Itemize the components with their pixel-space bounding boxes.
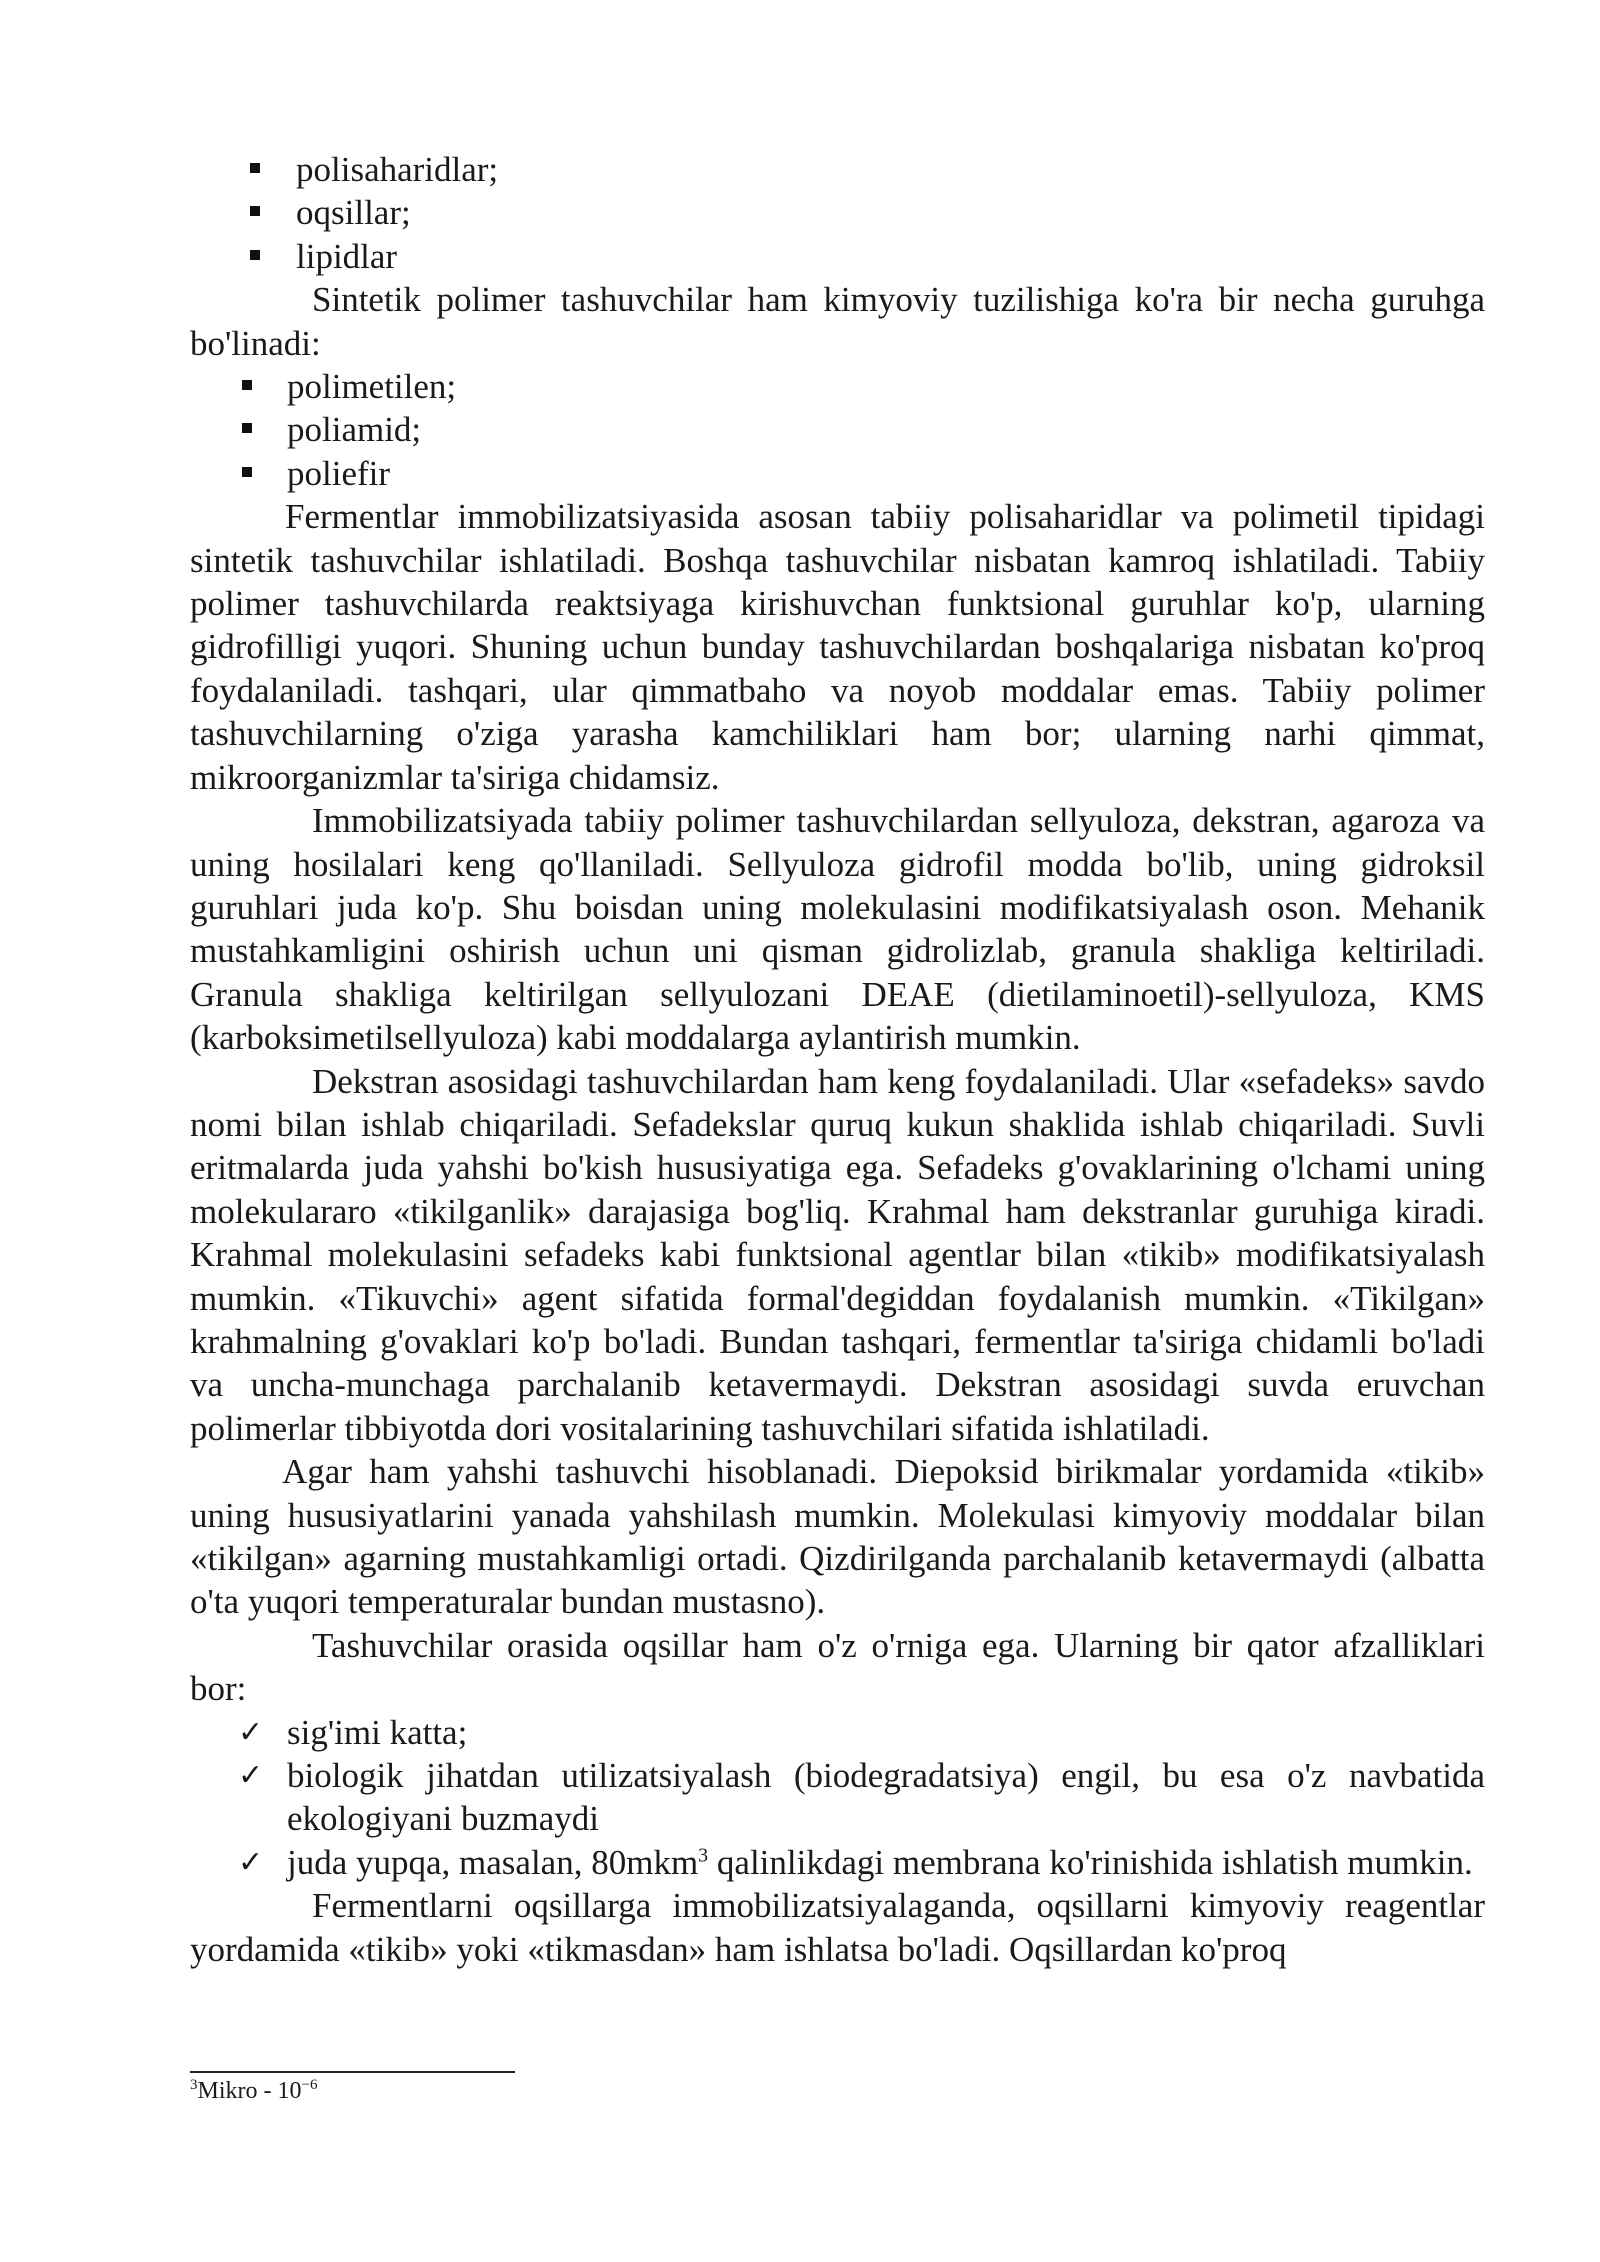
paragraph: Dekstran asosidagi tashuvchilardan ham keng foydalaniladi. Ular «sefadeks» savdo nomi bilan ishlab chiqariladi. Sefadekslar quruq kukun shaklida ishlab chiqariladi. Suvli eritmalarda juda yahshi bo'kish hususiyatiga ega. Sefadeks g'ovaklarining o'lchami uning molekulararo «tikilganlik» darajasiga bog'liq. Krahmal ham dekstranlar guruhiga kiradi. Krahmal molekulasini sefadeks kabi funktsional agentlar bilan «tikib» modifikatsiyalash mumkin. «Tikuvchi» agent sifatida formal'degiddan foydalanish mumkin. «Tikilgan» krahmalning g'ovaklari ko'p bo'ladi. Bundan tashqari, fermentlar ta'siriga chidamli bo'ladi va uncha-munchaga parchalanib ketavermaydi. Dekstran asosidagi suvda eruvchan polimerlar tibbiyotda dori vositalarining tashuvchilari sifatida ishlatiladi. [190,1061,1485,1448]
square-bullet-icon [250,163,260,173]
square-bullet-icon [242,467,252,477]
paragraph: Tashuvchilar orasida oqsillar ham o'z o'rniga ega. Ularning bir qator afzalliklari bor: [190,1625,1485,1709]
paragraph: Fermentlarni oqsillarga immobilizatsiyalaganda, oqsillarni kimyoviy reagentlar yordamida «tikib» yoki «tikmasdan» ham ishlatsa bo'ladi. Oqsillardan ko'proq [190,1886,1485,1969]
paragraph: Immobilizatsiyada tabiiy polimer tashuvchilardan sellyuloza, dekstran, agaroza va uning hosilalari keng qo'llaniladi. Sellyuloza gidrofil modda bo'lib, uning gidroksil guruhlari juda ko'p. Shu boisdan uning molekulasini modifikatsiyalash oson. Mehanik mustahkamligini oshirish uchun uni qisman gidrolizlab, granula shakliga keltiriladi. Granula shakliga keltirilgan sellyulozani DEAE (dietilaminoetil)-sellyuloza, KMS (karboksimetilsellyuloza) kabi moddalarga aylantirish mumkin. [190,801,1485,1058]
list-item: poliefir [190,452,1485,495]
check-icon: ✓ [238,1758,264,1794]
list-item: lipidlar [190,235,1485,278]
paragraph: Agar ham yahshi tashuvchi hisoblanadi. Diepoksid birikmalar yordamida «tikib» uning hususiyatlarini yanada yahshilash mumkin. Molekulasi kimyoviy moddalar bilan «tikilgan» agarning mustahkamligi ortadi. Qizdirilganda parchalanib ketavermaydi (albatta o'ta yuqori temperaturalar bundan mustasno). [190,1452,1485,1622]
list-item: polimetilen; [190,365,1485,408]
paragraph: Fermentlar immobilizatsiyasida asosan tabiiy polisaharidlar va polimetil tipidagi sintetik tashuvchilar ishlatiladi. Boshqa tashuvchilar nisbatan kamroq ishlatiladi. Tabiiy polimer tashuvchilarda reaktsiyaga kirishuvchan funktsional guruhlar ko'p, ularning gidrofilligi yuqori. Shuning uchun bunday tashuvchilardan boshqalariga nisbatan ko'proq foydalaniladi. tashqari, ular qimmatbaho va noyob moddalar emas. Tabiiy polimer tashuvchilarning o'ziga yarasha kamchiliklari ham bor; ularning narhi qimmat, mikroorganizmlar ta'siriga chidamsiz. [190,497,1485,797]
paragraph: Sintetik polimer tashuvchilar ham kimyoviy tuzilishiga ko'ra bir necha guruhga bo'linadi: [190,280,1485,363]
advantages-list [190,1711,1485,1885]
list-item: poliamid; [190,408,1485,451]
check-icon: ✓ [238,1714,264,1750]
natural-polymer-list [190,148,1485,278]
footnote-divider [190,2071,515,2073]
square-bullet-icon [242,380,252,390]
list-item: ✓ sig'imi katta; [190,1711,1485,1754]
footnote: $^3$Mikro - $10^{-6}$ [190,2077,318,2104]
check-icon: ✓ [238,1844,264,1880]
footnote-ref: 3 [698,1844,709,1867]
list-item: ✓ juda yupqa, masalan, 80mkm$^3$ qalinlikdagi membrana ko'rinishida ishlatish mumkin. [190,1841,1485,1884]
square-bullet-icon [242,423,252,433]
list-item: ✓ biologik jihatdan utilizatsiyalash (biodegradatsiya) engil, bu esa o'z navbatida ekologiyani buzmaydi [238,1756,1485,1839]
square-bullet-icon [250,206,260,216]
square-bullet-icon [250,250,260,260]
footnote-mark: 3 [190,2077,198,2093]
list-item: oqsillar; [190,191,1485,234]
list-item: polisaharidlar; [190,148,1485,191]
synthetic-polymer-list [190,365,1485,495]
footnote-exponent: −6 [301,2077,318,2093]
